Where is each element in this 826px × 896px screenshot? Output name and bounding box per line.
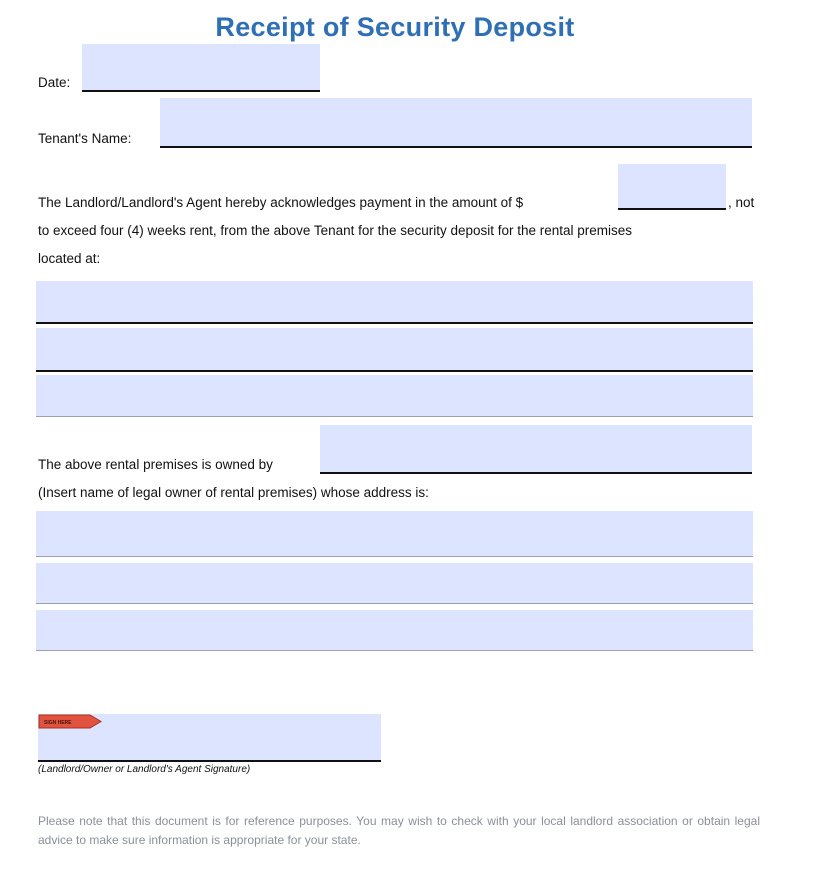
premises-address-field-2[interactable]: [36, 328, 753, 370]
amount-field[interactable]: [618, 164, 726, 208]
owner-label: The above rental premises is owned by: [38, 457, 273, 472]
sign-here-tag-text: SIGN HERE: [44, 720, 72, 726]
owner-name-underline: [320, 472, 752, 474]
owner-address-underline-3: [36, 650, 753, 651]
date-field[interactable]: [82, 44, 320, 90]
premises-address-underline-2: [36, 370, 753, 372]
signature-underline: [38, 760, 381, 762]
payment-text-line1-end: , not: [728, 195, 755, 210]
owner-address-field-1[interactable]: [36, 511, 753, 556]
sign-here-tag-icon: [38, 714, 102, 729]
tenant-name-underline: [160, 146, 752, 148]
owner-address-field-3[interactable]: [36, 610, 753, 650]
payment-text-line3: located at:: [38, 251, 101, 266]
owner-address-underline-2: [36, 603, 753, 604]
tenant-name-field[interactable]: [160, 98, 752, 146]
premises-address-field-1[interactable]: [36, 281, 753, 322]
date-label: Date:: [38, 75, 71, 90]
owner-note: (Insert name of legal owner of rental premises) whose address is:: [38, 485, 429, 500]
owner-name-field[interactable]: [320, 425, 752, 472]
owner-address-underline-1: [36, 556, 753, 557]
tenant-name-label: Tenant's Name:: [38, 131, 132, 146]
amount-underline: [618, 208, 726, 210]
document-title: Receipt of Security Deposit: [215, 12, 575, 42]
date-underline: [82, 90, 320, 92]
owner-address-field-2[interactable]: [36, 563, 753, 603]
payment-text-line1: The Landlord/Landlord's Agent hereby acknowledges payment in the amount of $: [38, 195, 524, 210]
payment-text-line2: to exceed four (4) weeks rent, from the above Tenant for the security deposit for the rental premises: [38, 223, 633, 238]
signature-caption: (Landlord/Owner or Landlord's Agent Signature): [38, 764, 251, 775]
premises-address-underline-1: [36, 322, 753, 324]
disclaimer-note: Please note that this document is for reference purposes. You may wish to check with your local landlord association or obtain legal advice to make sure information is appropriate for your state.: [38, 814, 760, 847]
premises-address-underline-3: [36, 416, 753, 417]
premises-address-field-3[interactable]: [36, 375, 753, 416]
